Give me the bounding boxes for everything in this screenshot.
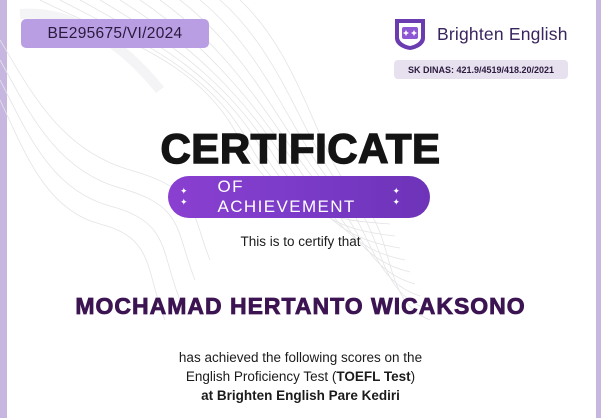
description-line-3: at Brighten English Pare Kediri bbox=[201, 388, 400, 403]
certificate-number-badge bbox=[21, 19, 209, 48]
certify-intro: This is to certify that bbox=[240, 234, 361, 249]
license-text: SK DINAS: 421.9/4519/418.20/2021 bbox=[407, 64, 555, 75]
license-badge bbox=[394, 60, 568, 79]
brand-header bbox=[392, 16, 568, 52]
brand-name: Brighten English bbox=[437, 23, 568, 44]
achievement-ribbon bbox=[168, 176, 430, 218]
certificate-number: BE295675/VI/2024 bbox=[47, 24, 183, 42]
recipient-name: MOCHAMAD HERTANTO WICAKSONO bbox=[75, 293, 526, 319]
ribbon-ornament-right: ✦ ✦ bbox=[392, 186, 404, 207]
description-line-2-suffix: ) bbox=[410, 369, 416, 384]
achievement-description bbox=[0, 348, 601, 405]
test-name: TOEFL Test bbox=[336, 369, 411, 384]
certificate-title: CERTIFICATE bbox=[160, 125, 441, 172]
description-line-2 bbox=[0, 367, 601, 386]
description-line-2-prefix: English Proficiency Test ( bbox=[185, 369, 337, 384]
brighten-english-logo-icon bbox=[392, 16, 428, 52]
description-line-1: has achieved the following scores on the bbox=[178, 350, 423, 365]
ribbon-ornament-left: ✦ ✦ bbox=[180, 186, 191, 207]
ribbon-subtitle: OF ACHIEVEMENT bbox=[217, 177, 356, 216]
